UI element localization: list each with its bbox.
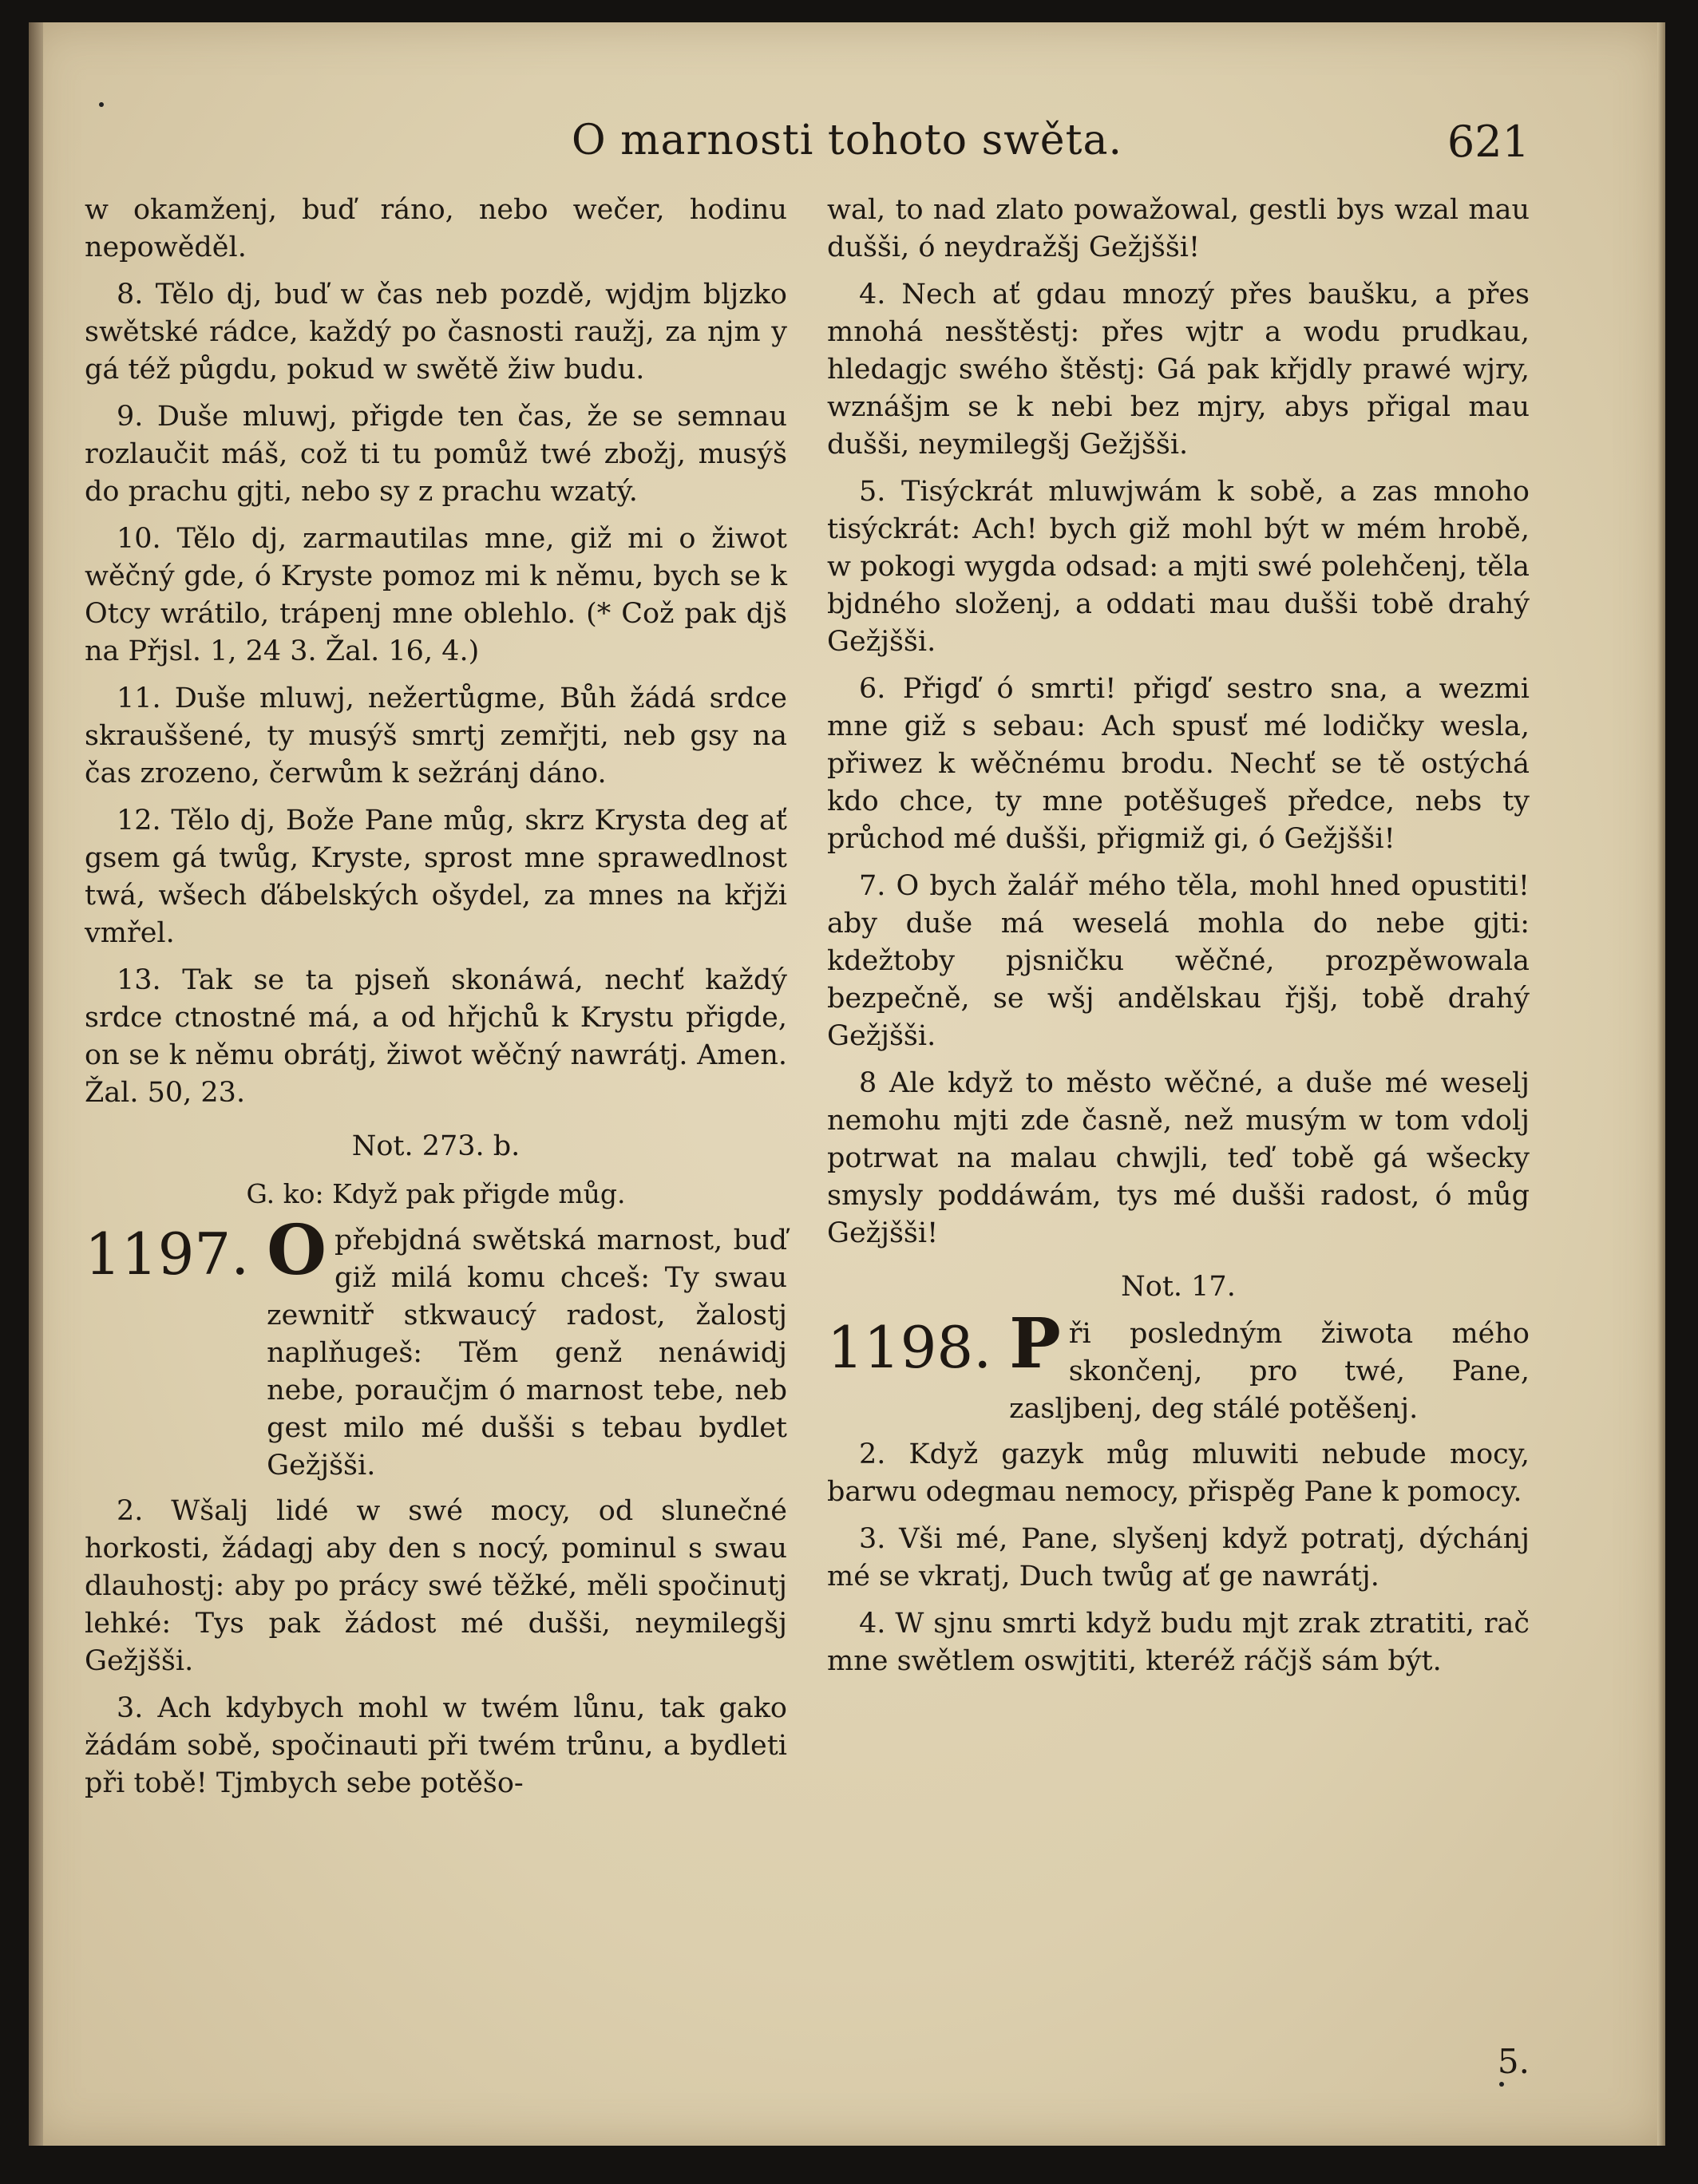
verse-4: 4. W sjnu smrti když budu mjt zrak ztratiti, rač mne swětlem oswjtiti, kteréž ráčjš sám být. <box>827 1608 1530 1677</box>
verse-2: 2. Když gazyk můg mluwiti nebude mocy, barwu odegmau nemocy, přispěg Pane k pomocy. <box>827 1438 1530 1508</box>
verse-10: 10. Tělo dj, zarmautilas mne, giž mi o žiwot wěčný gde, ó Kryste pomoz mi k němu, bych se k Otcy wrátilo, trápenj mne oblehlo. (* Což pak djš na Přjsl. 1, 24 3. Žal. 16, 4.) <box>85 523 787 667</box>
page-number: 621 <box>1447 117 1530 167</box>
book-spine <box>29 22 43 2146</box>
left-column <box>85 192 787 1812</box>
verse-6: 6. Přigď ó smrti! přigď sestro sna, a wezmi mne giž s sebau: Ach spusť mé lodičky wesla, přiwez k wěčnému brodu. Nechť se tě ostýchá kdo chce, ty mne potěšugeš předce, nebs ty průchod mé dušši, přigmiž gi, ó Gežjšši! <box>827 673 1530 855</box>
hymn-number: 1197. <box>85 1221 250 1288</box>
hymn-1198 <box>827 1304 1530 1428</box>
page-edge <box>1657 22 1665 2146</box>
verse-8: 8 Ale když to město wěčné, a duše mé weselj nemohu mjti zde časně, než musým w tom vdolj potrwat na malau chwjli, teď tobě gá wšecky smysly poddáwám, tys mé dušši radost, ó můg Gežjšši! <box>827 1067 1530 1249</box>
drop-cap: P <box>1009 1304 1061 1384</box>
running-title: O marnosti tohoto swěta. <box>572 117 1122 164</box>
verse-9: 9. Duše mluwj, přigde ten čas, že se semnau rozlaučit máš, což ti tu pomůž twé zbožj, musýš do prachu gjti, nebo sy z prachu wzatý. <box>85 401 787 508</box>
book-page <box>29 22 1665 2146</box>
verse-3: 3. Ach kdybych mohl w twém lůnu, tak gako žádám sobě, spočinauti při twém trůnu, a bydleti při tobě! Tjmbych sebe potěšo- <box>85 1692 787 1799</box>
right-column <box>827 192 1530 1690</box>
tune-line: G. ko: Když pak přigde můg. <box>246 1178 626 1209</box>
tune-number: Not. 273. b. <box>351 1130 520 1162</box>
hymn-first-verse: přebjdná swětská marnost, buď giž milá komu chceš: Ty swau zewnitř stkwaucý radost, žalostj naplňugeš: Těm genž nenáwidj nebe, poraučjm ó marnost tebe, neb gest milo mé dušši s tebau bydlet Gežjšši. <box>267 1225 787 1482</box>
catchword: 5. <box>1497 2042 1530 2081</box>
verse-2: 2. Wšalj lidé w swé mocy, od slunečné horkosti, žádagj aby den s nocý, pominul s swau dlauhostj: aby po prácy swé těžké, měli spočinutj lehké: Tys pak žádost mé dušši, neymilegšj Gežjšši. <box>85 1495 787 1677</box>
verse-12: 12. Tělo dj, Bože Pane můg, skrz Krysta deg ať gsem gá twůg, Kryste, sprost mne sprawedlnost twá, wšech ďábelských ošydel, za mnes na křjži vmřel. <box>85 805 787 949</box>
hymn-1197 <box>85 1210 787 1485</box>
verse-4: 4. Nech ať gdau mnozý přes baušku, a přes mnohá nesštěstj: přes wjtr a wodu prudkau, hledagjc swého štěstj: Gá pak křjdly prawé wjry, wznášjm se k nebi bez mjry, abys přigal mau dušši, neymilegšj Gežjšši. <box>827 279 1530 461</box>
verse-7: 7. O bych žalář mého těla, mohl hned opustiti! aby duše má weselá mohla do nebe gjti: kdežtoby pjsničku wěčné, prozpěwowala bezpečně, se wšj andělskau řjšj, tobě drahý Gežjšši. <box>827 870 1530 1052</box>
verse-8: 8. Tělo dj, buď w čas neb pozdě, wjdjm bljzko swětské rádce, každý po časnosti raužj, za njm y gá též půgdu, pokud w swětě žiw budu. <box>85 279 787 386</box>
ink-speck <box>99 102 104 107</box>
verse-5: 5. Tisýckrát mluwjwám k sobě, a zas mnoho tisýckrát: Ach! bych giž mohl být w mém hrobě, w pokogi wygda odsad: a mjti swé polehčenj, těla bjdného složenj, a oddati mau dušši tobě drahý Gežjšši. <box>827 476 1530 658</box>
drop-cap: O <box>267 1210 327 1291</box>
verse-3: 3. Vši mé, Pane, slyšenj když potratj, dýchánj mé se vkratj, Duch twůg ať ge nawrátj. <box>827 1523 1530 1592</box>
tune-number: Not. 17. <box>1121 1271 1236 1303</box>
verse-13: 13. Tak se ta pjseň skonáwá, nechť každý srdce ctnostné má, a od hřjchů k Krystu přigde, on se k němu obrátj, žiwot wěčný nawrátj. Amen. Žal. 50, 23. <box>85 964 787 1109</box>
verse-11: 11. Duše mluwj, nežertůgme, Bůh žádá srdce skrauššené, ty musýš smrtj zemřjti, neb gsy na čas zrozeno, čerwům k sežránj dáno. <box>85 682 787 789</box>
ink-speck <box>1499 2082 1504 2087</box>
verse-continuation: w okamženj, buď ráno, nebo wečer, hodinu nepowěděl. <box>85 194 787 263</box>
hymn-number: 1198. <box>827 1314 992 1381</box>
verse-continuation: wal, to nad zlato powažowal, gestli bys wzal mau dušši, ó neydražšj Gežjšši! <box>827 194 1530 263</box>
hymn-first-verse: ři posledným žiwota mého skončenj, pro twé, Pane, zaslјbenj, deg stálé potěšenj. <box>1009 1318 1530 1425</box>
